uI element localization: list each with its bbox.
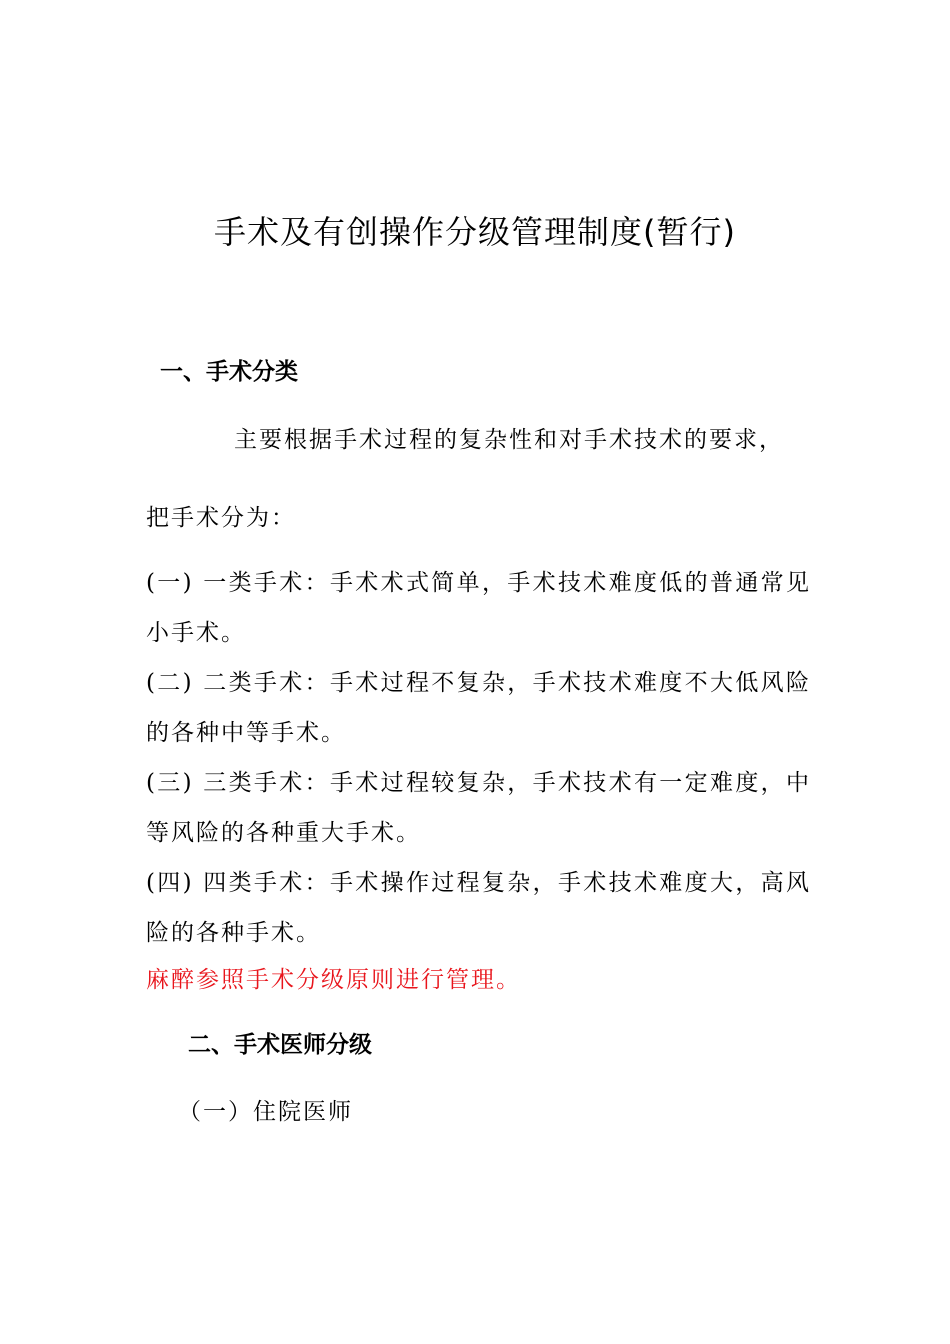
classification-item-2: (二) 二类手术：手术过程不复杂，手术技术难度不大低风险的各种中等手术。 [146,670,811,746]
subheading-resident-physician: （一）住院医师 [178,1099,353,1125]
classification-item-1: (一) 一类手术：手术术式简单，手术技术难度低的普通常见小手术。 [146,570,811,646]
intro-paragraph-line1: 主要根据手术过程的复杂性和对手术技术的要求， [234,427,784,453]
intro-paragraph-line2: 把手术分为： [146,505,296,531]
anesthesia-note: 麻醉参照手术分级原则进行管理。 [146,967,521,993]
classification-item-3: (三) 三类手术：手术过程较复杂，手术技术有一定难度，中等风险的各种重大手术。 [146,770,811,846]
document-title: 手术及有创操作分级管理制度(暂行) [214,213,736,251]
section-heading-surgery-classification: 一、手术分类 [160,359,298,385]
classification-item-4: (四) 四类手术：手术操作过程复杂，手术技术难度大，高风险的各种手术。 [146,870,811,946]
section-heading-surgeon-grading: 二、手术医师分级 [188,1032,372,1058]
